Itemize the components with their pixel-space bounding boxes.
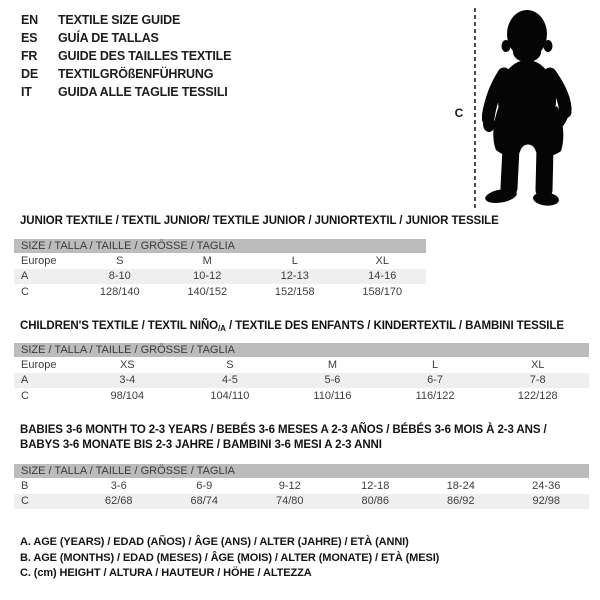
table-cell: 6-7 bbox=[384, 373, 487, 389]
row-label: C bbox=[21, 285, 29, 298]
size-header-row bbox=[14, 464, 589, 478]
babies-table-title bbox=[20, 423, 547, 452]
table-cell: S bbox=[116, 254, 124, 267]
title-segment: CHILDREN'S TEXTILE / TEXTIL NIÑO bbox=[20, 320, 219, 332]
table-cell: 12-13 bbox=[251, 269, 339, 285]
size-header-row bbox=[14, 343, 589, 357]
table-cell: XL bbox=[530, 358, 545, 371]
language-row bbox=[21, 47, 231, 65]
table-cell: 122/128 bbox=[517, 389, 558, 402]
table-cell: 10-12 bbox=[164, 269, 252, 285]
size-header-label: SIZE / TALLA / TAILLE / GRÖSSE / TAGLIA bbox=[14, 343, 589, 357]
language-row bbox=[21, 11, 231, 29]
table-cell: 7-8 bbox=[486, 373, 589, 389]
table-cell: 12-18 bbox=[361, 479, 390, 492]
table-cell: 4-5 bbox=[179, 373, 282, 389]
table-cell: 80/86 bbox=[333, 494, 419, 510]
table-cell: 18-24 bbox=[446, 479, 475, 492]
table-cell: 92/98 bbox=[504, 494, 590, 510]
table-cell: 14-16 bbox=[339, 269, 427, 285]
table-cell: L bbox=[291, 254, 298, 267]
table-cell: 8-10 bbox=[76, 269, 164, 285]
table-cell: 68/74 bbox=[162, 494, 248, 510]
table-cell: 3-6 bbox=[110, 479, 127, 492]
table-row bbox=[14, 269, 426, 285]
table-cell: XS bbox=[119, 358, 135, 371]
language-code: FR bbox=[21, 49, 38, 63]
title-segment: BABIES 3-6 MONTH TO 2-3 YEARS / BEBÉS 3-6 MESES A 2-3 AÑOS / BÉBÉS 3-6 MOIS À 2-3 ANS / bbox=[20, 424, 547, 436]
table-row bbox=[14, 478, 589, 494]
size-header-label: SIZE / TALLA / TAILLE / GRÖSSE / TAGLIA bbox=[14, 464, 589, 478]
table-cell: 158/170 bbox=[362, 285, 403, 298]
table-cell: 74/80 bbox=[247, 494, 333, 510]
footnote-line: C. (cm) HEIGHT / ALTURA / HAUTEUR / HÖHE / ALTEZZA bbox=[20, 567, 312, 579]
table-cell: XL bbox=[375, 254, 389, 267]
title-segment: JUNIOR TEXTILE / TEXTIL JUNIOR/ TEXTILE JUNIOR / JUNIORTEXTIL / JUNIOR TESSILE bbox=[20, 215, 499, 227]
footnote-line: A. AGE (YEARS) / EDAD (AÑOS) / ÂGE (ANS) / ALTER (JAHRE) / ETÀ (ANNI) bbox=[20, 536, 409, 548]
row-label: B bbox=[21, 479, 29, 492]
table-cell: 98/104 bbox=[110, 389, 145, 402]
table-cell: 116/122 bbox=[415, 389, 455, 402]
table-cell: 24-36 bbox=[532, 479, 561, 492]
row-label: Europe bbox=[21, 358, 57, 371]
table-cell: M bbox=[327, 358, 338, 371]
table-cell: 5-6 bbox=[281, 373, 384, 389]
size-header-label: SIZE / TALLA / TAILLE / GRÖSSE / TAGLIA bbox=[14, 239, 426, 253]
table-cell: 86/92 bbox=[418, 494, 504, 510]
language-row bbox=[21, 29, 231, 47]
title-segment: / TEXTILE DES ENFANTS / KINDERTEXTIL / BAMBINI TESSILE bbox=[225, 320, 564, 332]
junior-size-table bbox=[14, 239, 426, 300]
babies-size-table bbox=[14, 464, 589, 509]
row-label: A bbox=[14, 269, 76, 285]
language-code: EN bbox=[21, 13, 38, 27]
footnote-line: B. AGE (MONTHS) / EDAD (MESES) / ÂGE (MOIS) / ALTER (MONATE) / ETÀ (MESI) bbox=[20, 551, 440, 564]
table-row bbox=[14, 253, 426, 269]
language-code: ES bbox=[21, 31, 38, 45]
language-guide-title: TEXTILGRÖßENFÜHRUNG bbox=[58, 67, 214, 81]
language-guide-title: TEXTILE SIZE GUIDE bbox=[58, 13, 181, 27]
table-row bbox=[14, 357, 589, 373]
language-title-list bbox=[21, 11, 231, 101]
table-cell: 110/116 bbox=[313, 389, 352, 402]
table-cell: 3-4 bbox=[76, 373, 179, 389]
language-guide-title: GUIDE DES TAILLES TEXTILE bbox=[58, 49, 232, 63]
toddler-silhouette-icon bbox=[482, 8, 574, 208]
table-cell: 62/68 bbox=[76, 494, 162, 510]
height-measure-label: C bbox=[454, 106, 464, 120]
table-cell: 152/158 bbox=[274, 285, 315, 298]
table-cell: S bbox=[226, 358, 234, 371]
row-label: C bbox=[14, 494, 76, 510]
size-header-row bbox=[14, 239, 426, 253]
table-cell: 104/110 bbox=[210, 389, 250, 402]
table-cell: 6-9 bbox=[196, 479, 213, 492]
table-row bbox=[14, 284, 426, 300]
table-row bbox=[14, 373, 589, 389]
table-row bbox=[14, 494, 589, 510]
table-row bbox=[14, 388, 589, 404]
children-table-title bbox=[20, 319, 564, 337]
table-cell: L bbox=[432, 358, 439, 371]
table-cell: M bbox=[202, 254, 212, 267]
row-label: A bbox=[14, 373, 76, 389]
table-cell: 140/152 bbox=[187, 285, 228, 298]
title-segment: /A bbox=[218, 324, 226, 333]
row-label: C bbox=[21, 389, 29, 402]
table-cell: 9-12 bbox=[278, 479, 301, 492]
footnote-legend bbox=[20, 535, 439, 582]
height-measure-dashed-line bbox=[474, 8, 476, 211]
title-segment: BABYS 3-6 MONATE BIS 2-3 JAHRE / BAMBINI 3-6 MESI A 2-3 ANNI bbox=[20, 438, 382, 451]
table-cell: 128/140 bbox=[99, 285, 140, 298]
language-row bbox=[21, 65, 231, 83]
language-guide-title: GUÍA DE TALLAS bbox=[58, 31, 159, 45]
language-code: IT bbox=[21, 85, 32, 99]
junior-table-title bbox=[20, 214, 499, 229]
language-row bbox=[21, 83, 231, 101]
language-code: DE bbox=[21, 67, 38, 81]
language-guide-title: GUIDA ALLE TAGLIE TESSILI bbox=[58, 85, 228, 99]
row-label: Europe bbox=[21, 254, 57, 267]
children-size-table bbox=[14, 343, 589, 404]
